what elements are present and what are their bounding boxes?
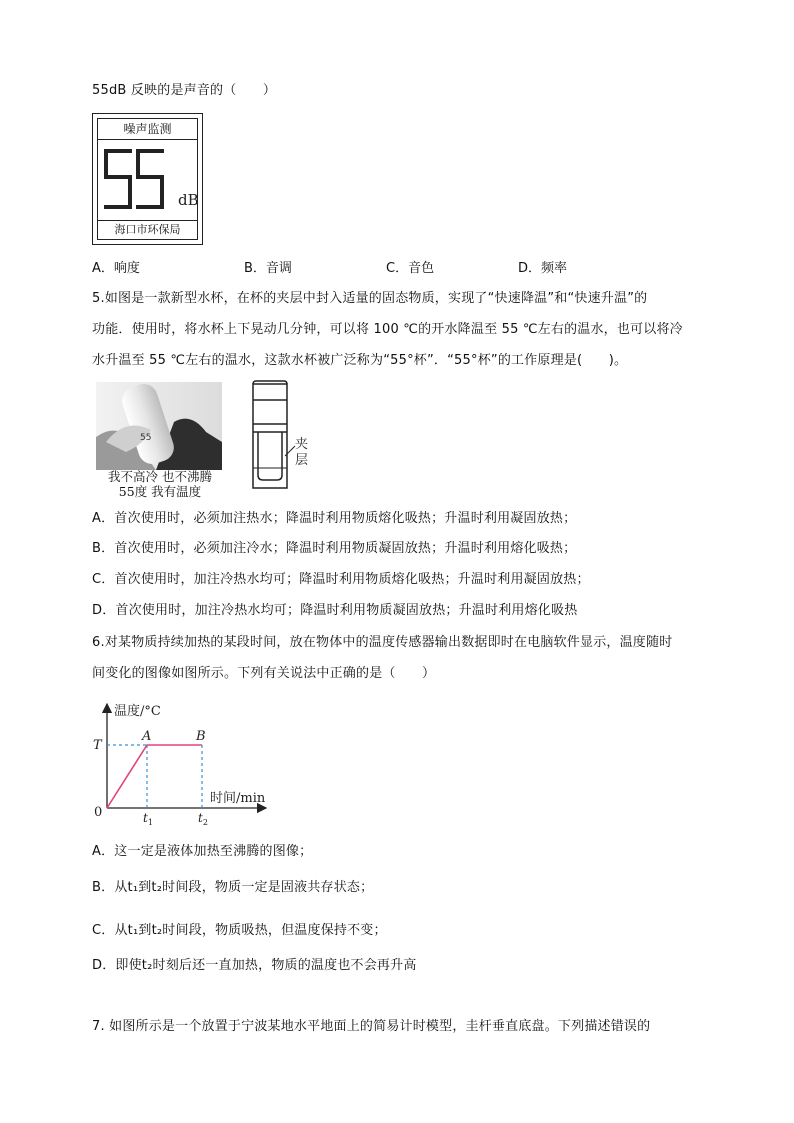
temperature-time-graph — [88, 698, 278, 828]
monitor-title: 噪声监测 — [98, 119, 197, 140]
q7-line-1: 7. 如图所示是一个放置于宁波某地水平地面上的简易计时模型，圭杆垂直底盘。下列描述错误的 — [92, 1019, 651, 1034]
q4-option-b: B．音调 — [244, 261, 292, 276]
q6-option-a: A．这一定是液体加热至沸腾的图像； — [92, 844, 313, 859]
cup-section-diagram — [245, 380, 315, 492]
y-axis-label: 温度/°C — [114, 704, 161, 719]
q6-option-b: B．从t₁到t₂时间段，物质一定是固液共存状态； — [92, 880, 374, 895]
q5-line-3: 水升温至 55 ℃左右的温水，这款水杯被广泛称为“55°杯”．“55°杯”的工作原理是( )。 — [92, 353, 628, 368]
monitor-display — [98, 141, 197, 221]
q6-line-1: 6.对某物质持续加热的某段时间，放在物体中的温度传感器输出数据即时在电脑软件显示，温度随时 — [92, 635, 673, 650]
t-label: T — [93, 738, 102, 753]
origin-label: 0 — [94, 805, 103, 820]
q4-stem-tail: 55dB 反映的是声音的（ ） — [92, 83, 277, 98]
monitor-unit: dB — [178, 191, 199, 209]
svg-text:55: 55 — [140, 433, 152, 443]
q5-option-b: B．首次使用时，必须加注冷水；降温时利用物质凝固放热；升温时利用熔化吸热； — [92, 541, 577, 556]
q6-option-c: C．从t₁到t₂时间段，物质吸热，但温度保持不变； — [92, 923, 387, 938]
q4-option-c: C．音色 — [386, 261, 435, 276]
point-b-label: B — [196, 729, 206, 744]
label-jia: 夹 — [295, 437, 309, 452]
q6-line-2: 间变化的图像如图所示。下列有关说法中正确的是（ ） — [92, 666, 436, 681]
q6-option-d: D．即使t₂时刻后还一直加热，物质的温度也不会再升高 — [92, 958, 417, 973]
x-axis-label: 时间/min — [210, 791, 266, 806]
q5-option-d: D．首次使用时，加注冷热水均可；降温时利用物质凝固放热；升温时利用熔化吸热 — [92, 603, 578, 618]
label-ceng: 层 — [295, 453, 309, 468]
cup-caption-line-1: 我不高冷 也不沸腾 — [108, 469, 212, 484]
cup-photo — [96, 382, 222, 470]
t1-label: $t_1$ — [143, 811, 153, 827]
cup-caption-line-2: 55度 我有温度 — [118, 484, 202, 499]
q5-option-a: A．首次使用时，必须加注热水；降温时利用物质熔化吸热；升温时利用凝固放热； — [92, 511, 577, 526]
point-a-label: A — [142, 729, 152, 744]
noise-monitor-figure — [92, 113, 203, 245]
temperature-curve — [107, 745, 202, 808]
monitor-footer: 海口市环保局 — [98, 220, 197, 239]
q5-option-c: C．首次使用时，加注冷热水均可；降温时利用物质熔化吸热；升温时利用凝固放热； — [92, 572, 590, 587]
t2-label: $t_2$ — [198, 811, 208, 827]
q4-option-a: A．响度 — [92, 261, 140, 276]
q4-option-d: D．频率 — [518, 261, 568, 276]
q5-line-1: 5.如图是一款新型水杯，在杯的夹层中封入适量的固态物质，实现了“快速降温”和“快速升温”的 — [92, 291, 648, 306]
q5-line-2: 功能．使用时，将水杯上下晃动几分钟，可以将 100 ℃的开水降温至 55 ℃左右的温水，也可以将冷 — [92, 322, 683, 337]
